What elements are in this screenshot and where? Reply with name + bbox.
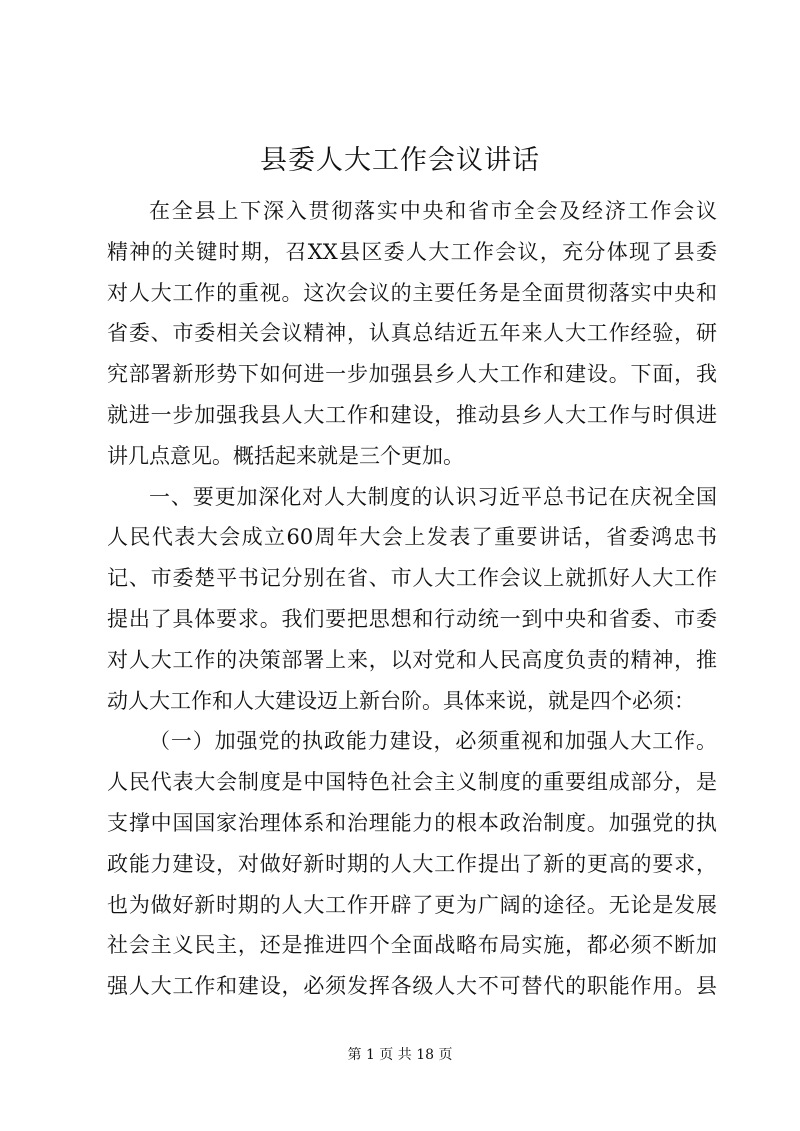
text-line: 也为做好新时期的人大工作开辟了更为广阔的途径。无论是发展 [107, 892, 717, 917]
text-line: 对人大工作的决策部署上来，以对党和人民高度负责的精神，推 [107, 647, 717, 672]
text-line: （一）加强党的执政能力建设，必须重视和加强人大工作。 [149, 729, 717, 754]
text-line: 支撑中国国家治理体系和治理能力的根本政治制度。加强党的执 [107, 810, 717, 835]
text-line: 一、要更加深化对人大制度的认识习近平总书记在庆祝全国 [149, 484, 717, 509]
document-title: 县委人大工作会议讲话 [260, 145, 540, 176]
text-line: 省委、市委相关会议精神，认真总结近五年来人大工作经验，研 [107, 321, 717, 346]
document-body [107, 191, 717, 1007]
text-line: 对人大工作的重视。这次会议的主要任务是全面贯彻落实中央和 [107, 280, 717, 305]
text-line: 强人大工作和建设，必须发挥各级人大不可替代的职能作用。县 [107, 974, 717, 999]
text-line: 讲几点意见。概括起来就是三个更加。 [107, 443, 464, 468]
text-line: 精神的关键时期，召XX县区委人大工作会议，充分体现了县委 [107, 239, 717, 264]
text-line: 就进一步加强我县人大工作和建设，推动县乡人大工作与时俱进 [107, 402, 717, 427]
text-line: 在全县上下深入贯彻落实中央和省市全会及经济工作会议 [149, 199, 717, 223]
text-line: 提出了具体要求。我们要把思想和行动统一到中央和省委、市委 [107, 606, 717, 631]
text-line: 政能力建设，对做好新时期的人大工作提出了新的更高的要求， [107, 851, 717, 876]
text-line: 究部署新形势下如何进一步加强县乡人大工作和建设。下面，我 [107, 362, 717, 387]
text-line: 人民代表大会成立60周年大会上发表了重要讲话，省委鸿忠书 [107, 525, 717, 550]
text-line: 记、市委楚平书记分别在省、市人大工作会议上就抓好人大工作 [107, 566, 717, 591]
page-footer: 第 1 页 共 18 页 [347, 1047, 453, 1063]
text-line: 社会主义民主，还是推进四个全面战略布局实施，都必须不断加 [107, 933, 717, 958]
text-line: 人民代表大会制度是中国特色社会主义制度的重要组成部分，是 [107, 770, 717, 795]
text-line: 动人大工作和人大建设迈上新台阶。具体来说，就是四个必须： [107, 688, 695, 713]
